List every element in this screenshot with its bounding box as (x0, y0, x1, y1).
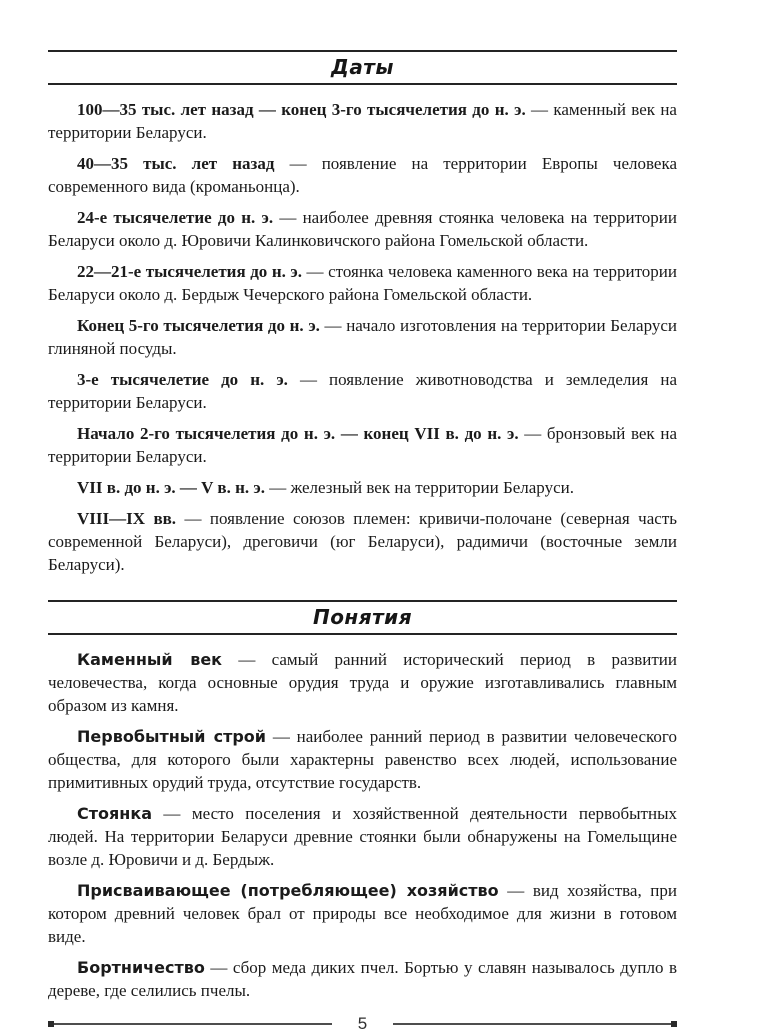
entry-definition: — появление животноводства и земледелия на территории Беларуси. (48, 370, 677, 412)
entry-term: 100—35 тыс. лет назад — конец 3-го тысячелетия до н. э. (77, 100, 526, 119)
entry-definition: — место поселения и хозяйственной деятельности первобытных людей. На территории Беларуси древние стоянки были обнаружены на Гомельщине возле д. Юровичи и д. Бердыж. (48, 804, 677, 869)
date-entry (48, 422, 677, 468)
entry-term: VII в. до н. э. — V в. н. э. (77, 478, 265, 497)
date-entry (48, 476, 677, 499)
concept-entry (48, 725, 677, 794)
date-entry (48, 260, 677, 306)
entry-term: Конец 5-го тысячелетия до н. э. (77, 316, 320, 335)
entry-definition: — наиболее ранний период в развитии человеческого общества, для которого были характерны равенство всех людей, использование примитивных орудий труда, отсутствие государств. (48, 727, 677, 792)
date-entry (48, 368, 677, 414)
entry-term: Каменный век (77, 650, 223, 669)
entry-term: Первобытный строй (77, 727, 267, 746)
section-concepts (48, 600, 677, 1002)
entry-definition: — сбор меда диких пчел. Бортью у славян называлось дупло в дереве, где селились пчелы. (48, 958, 677, 1000)
page-footer (48, 1014, 677, 1034)
section-header-concepts (48, 600, 677, 635)
footer-rule-left (54, 1023, 332, 1025)
entry-term: Начало 2-го тысячелетия до н. э. — конец VII в. до н. э. (77, 424, 519, 443)
entry-definition: — стоянка человека каменного века на территории Беларуси около д. Бердыж Чечерского района Гомельской области. (48, 262, 677, 304)
entry-term: 22—21-е тысячелетия до н. э. (77, 262, 303, 281)
entry-term: Стоянка (77, 804, 152, 823)
entry-definition: — железный век на территории Беларуси. (264, 478, 574, 497)
entry-definition: — вид хозяйства, при котором древний человек брал от природы все необходимое для жизни в готовом виде. (48, 881, 678, 946)
entry-term: 3-е тысячелетие до н. э. (77, 370, 288, 389)
entry-definition: — появление на территории Европы человека современного вида (кроманьонца). (48, 154, 677, 196)
concept-entry (48, 802, 677, 871)
date-entry (48, 98, 677, 144)
footer-rule-right (393, 1023, 671, 1025)
concept-entry (48, 648, 677, 717)
section-header-dates (48, 50, 677, 85)
entry-definition: — бронзовый век на территории Беларуси. (48, 424, 677, 466)
section-dates (48, 50, 677, 576)
date-entry (48, 314, 677, 360)
entry-term: Бортничество (77, 958, 205, 977)
concept-entry (48, 956, 677, 1002)
page-number: 5 (357, 1014, 368, 1033)
entry-definition: — самый ранний исторический период в развитии человечества, когда основные орудия труда и оружие изготавливались главным образом из камня. (48, 650, 677, 715)
date-entry (48, 507, 677, 576)
entry-definition: — появление союзов племен: кривичи-полочане (северная часть современной Беларуси), дреговичи (юг Беларуси), радимичи (восточные земли Беларуси). (48, 509, 677, 574)
footer-right-marker (671, 1021, 677, 1027)
entry-term: 40—35 тыс. лет назад (77, 154, 275, 173)
entry-term: Присваивающее (потребляющее) хозяйство (77, 881, 499, 900)
entry-term: VIII—IX вв. (77, 509, 177, 528)
section-title: Понятия (312, 605, 413, 629)
concept-entry (48, 879, 677, 948)
entry-definition: — каменный век на территории Беларуси. (48, 100, 677, 142)
section-title: Даты (331, 55, 394, 79)
date-entry (48, 206, 677, 252)
entry-definition: — наиболее древняя стоянка человека на территории Беларуси около д. Юровичи Калинковичского района Гомельской области. (48, 208, 677, 250)
date-entry (48, 152, 677, 198)
entry-definition: — начало изготовления на территории Беларуси глиняной посуды. (48, 316, 677, 358)
entry-term: 24-е тысячелетие до н. э. (77, 208, 274, 227)
